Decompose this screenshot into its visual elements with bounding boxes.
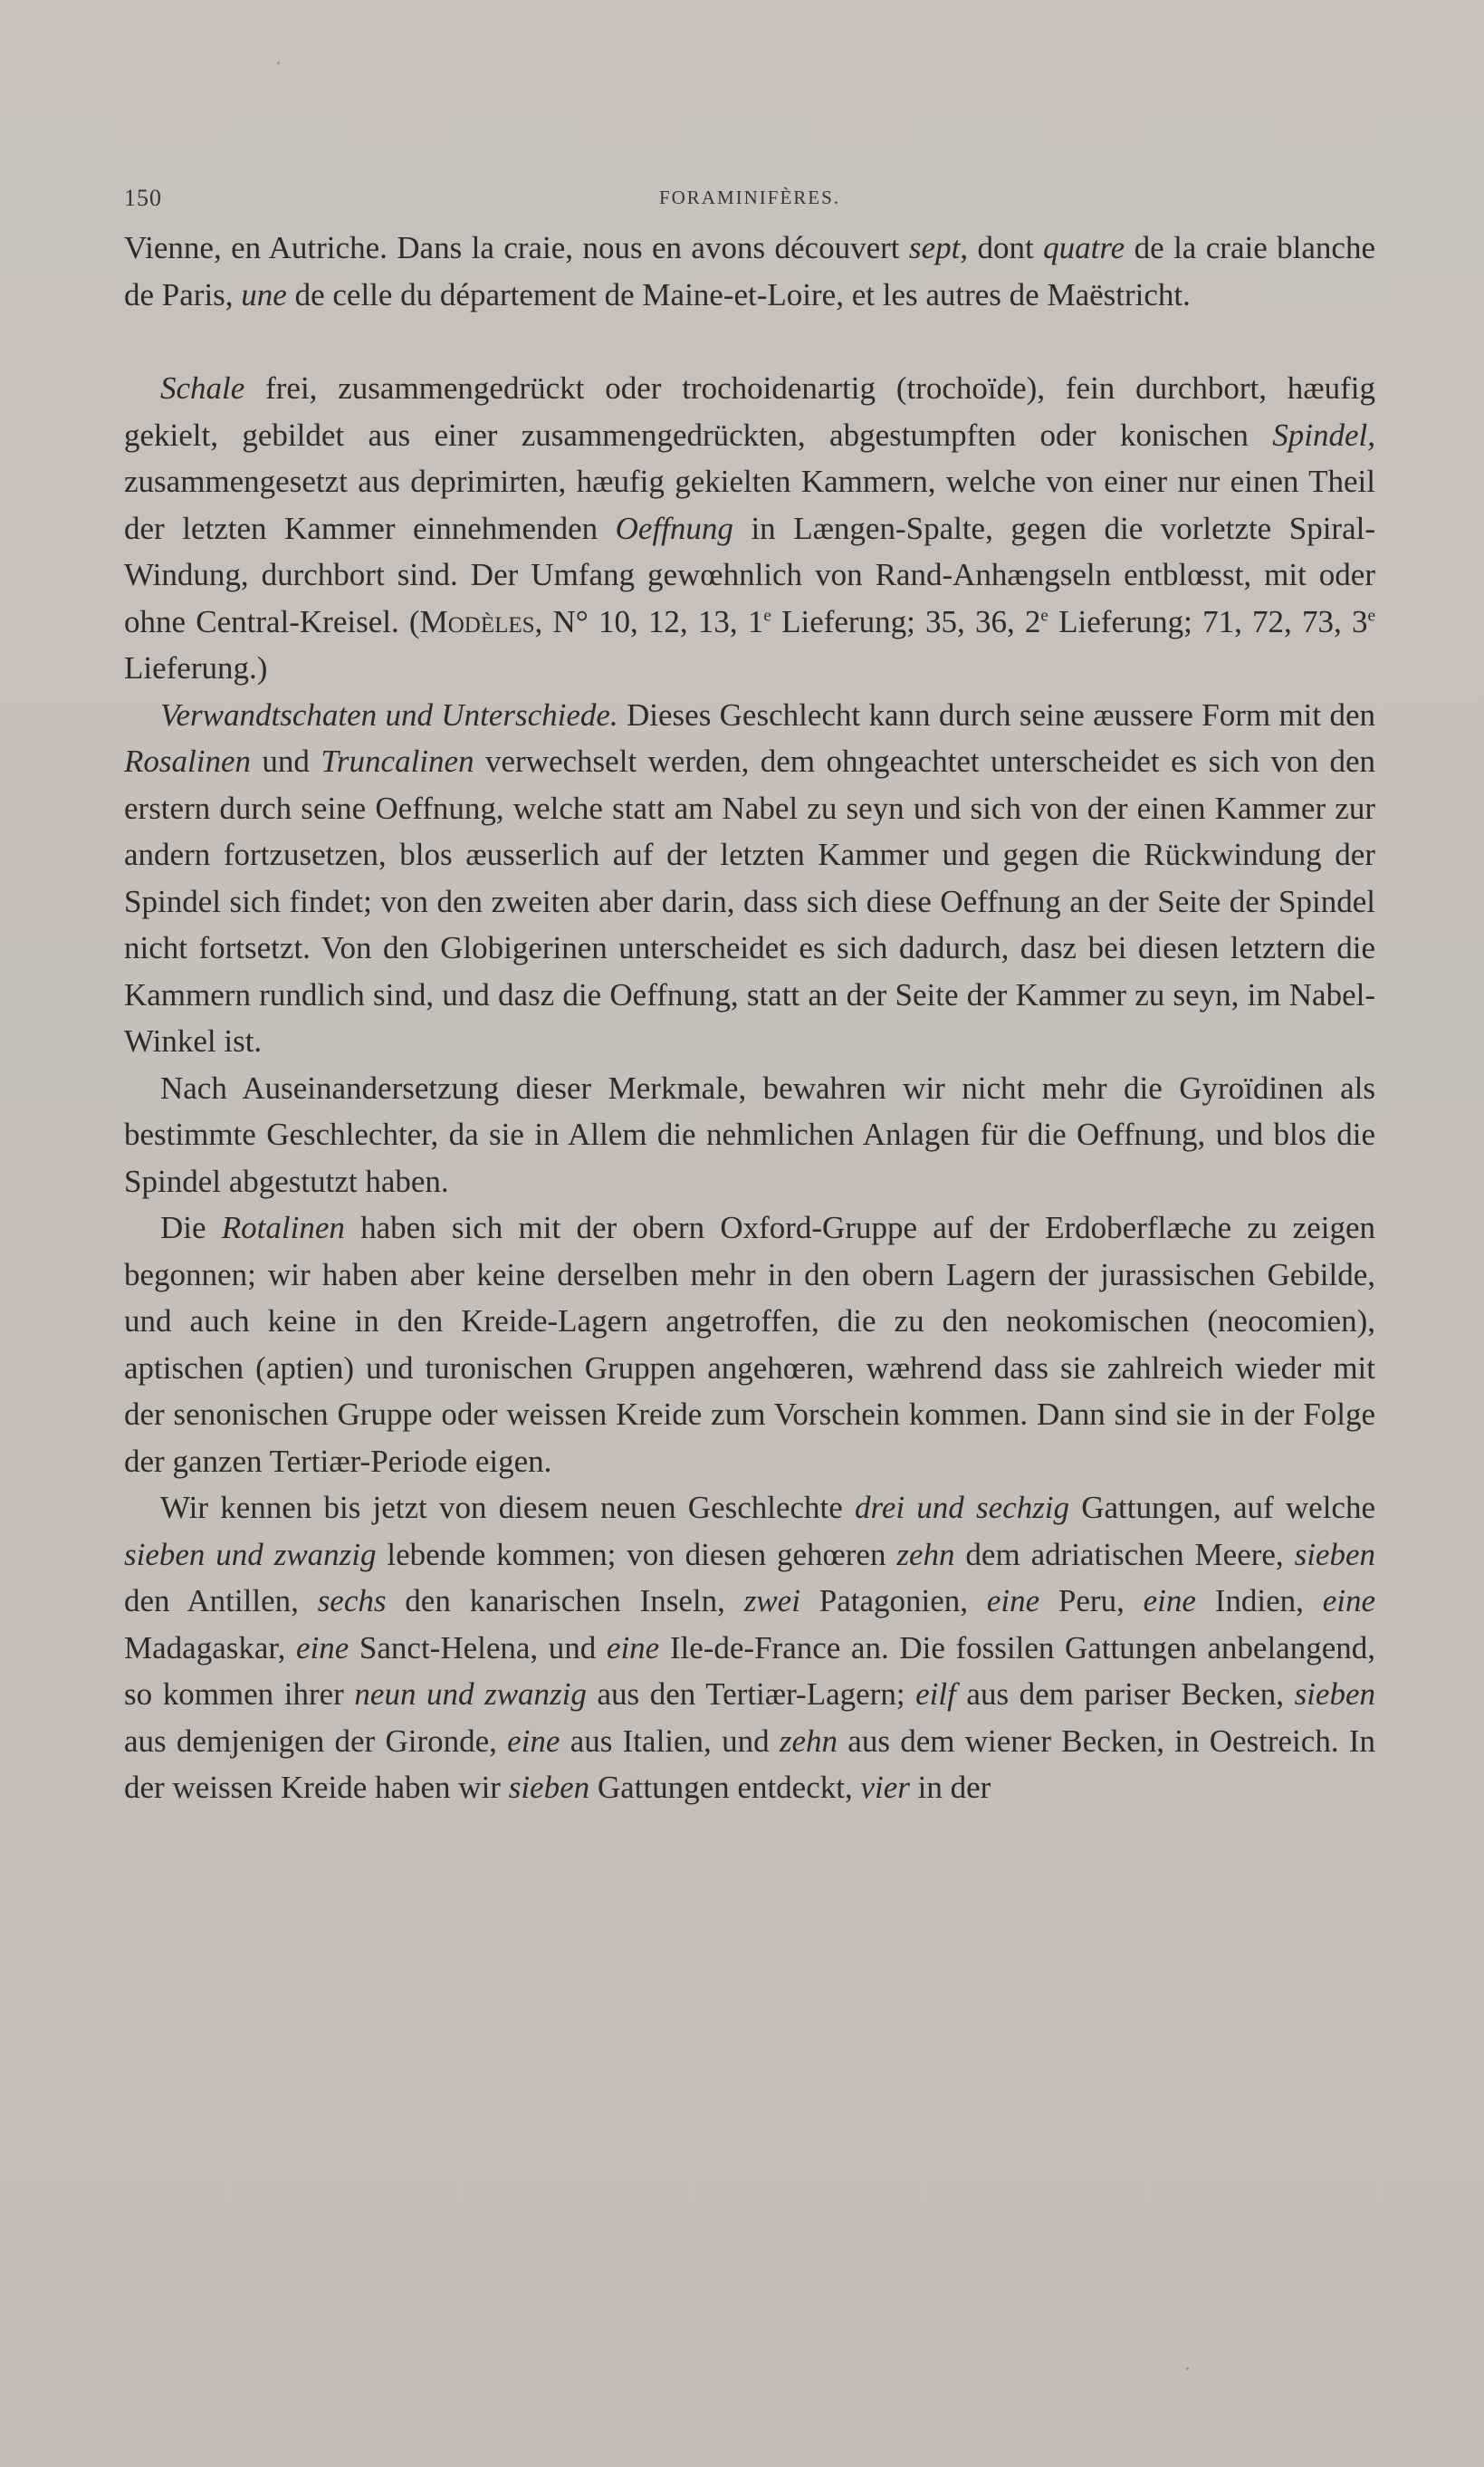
running-title: FORAMINIFÈRES. <box>658 187 841 208</box>
paragraph-schale-description: Schale frei, zusammengedrückt oder trochoidenartig (trochoïde), fein durchbort, hæufig gekielt, gebildet aus einer zusammengedrückten, abgestumpften oder konischen Spindel, zusammengesetzt aus deprimirten, hæufig gekielten Kammern, welche von einer nur einen Theil der letzten Kammer einnehmenden Oeffnung in Længen-Spalte, gegen die vorletzte Spiral-Windung, durchbort sind. Der Umfang gewœhnlich von Rand-Anhængseln entblœsst, mit oder ohne Central-Kreisel. (Modèles, N° 10, 12, 13, 1e Lieferung; 35, 36, 2e Lieferung; 71, 72, 73, 3e Lieferung.) <box>124 370 1375 686</box>
paragraph-rotalinen: Die Rotalinen haben sich mit der obern Oxford-Gruppe auf der Erdoberflæche zu zeigen begonnen; wir haben aber keine derselben mehr in den obern Lagern der jurassischen Gebilde, und auch keine in den Kreide-Lagern angetroffen, die zu den neokomischen (neocomien), aptischen (aptien) und turonischen Gruppen angehœren, wæhrend dass sie zahlreich wieder mit der senonischen Gruppe oder weissen Kreide zum Vorschein kommen. Dann sind sie in der Folge der ganzen Tertiær-Periode eigen. <box>124 1210 1375 1479</box>
paragraph-gattungen: Wir kennen bis jetzt von diesem neuen Geschlechte drei und sechzig Gattungen, auf welche sieben und zwanzig lebende kommen; von diesen gehœren zehn dem adriatischen Meere, sieben den Antillen, sechs den kanarischen Inseln, zwei Patagonien, eine Peru, eine Indien, eine Madagaskar, eine Sanct-Helena, und eine Ile-de-France an. Die fossilen Gattungen anbelangend, so kommen ihrer neun und zwanzig aus den Tertiær-Lagern; eilf aus dem pariser Becken, sieben aus demjenigen der Gironde, eine aus Italien, und zehn aus dem wiener Becken, in Oestreich. In der weissen Kreide haben wir sieben Gattungen entdeckt, vier in der <box>124 1490 1376 1805</box>
paragraph-french-continuation: Vienne, en Autriche. Dans la craie, nous en avons découvert sept, dont quatre de la craie blanche de Paris, une de celle du département de Maine-et-Loire, et les autres de Maëstricht. <box>124 230 1375 312</box>
paper-speck <box>277 62 280 64</box>
paper-speck <box>1186 2367 1189 2370</box>
page-number: 150 <box>124 185 162 211</box>
paragraph-verwandtschaften: Verwandtschaten und Unterschiede. Dieses Geschlecht kann durch seine æussere Form mit den Rosalinen und Truncalinen verwechselt werden, dem ohngeachtet unterscheidet es sich von den erstern durch seine Oeffnung, welche statt am Nabel zu seyn und sich von der einen Kammer zur andern fortzusetzen, blos æusserlich auf der letzten Kammer und gegen die Rückwindung der Spindel sich findet; von den zweiten aber darin, dass sich diese Oeffnung an der Seite der Spindel nicht fortsetzt. Von den Globigerinen unterscheidet es sich dadurch, dasz bei diesen letztern die Kammern rundlich sind, und dasz die Oeffnung, statt an der Seite der Kammer zu seyn, im Nabel-Winkel ist. <box>124 696 1375 1059</box>
page-header <box>124 185 1375 217</box>
paragraph-gyroidinen: Nach Auseinandersetzung dieser Merkmale, bewahren wir nicht mehr die Gyroïdinen als bestimmte Geschlechter, da sie in Allem die nehmlichen Anlagen für die Oeffnung, und blos die Spindel abgestutzt haben. <box>124 1070 1375 1199</box>
body-text <box>124 225 1375 1811</box>
